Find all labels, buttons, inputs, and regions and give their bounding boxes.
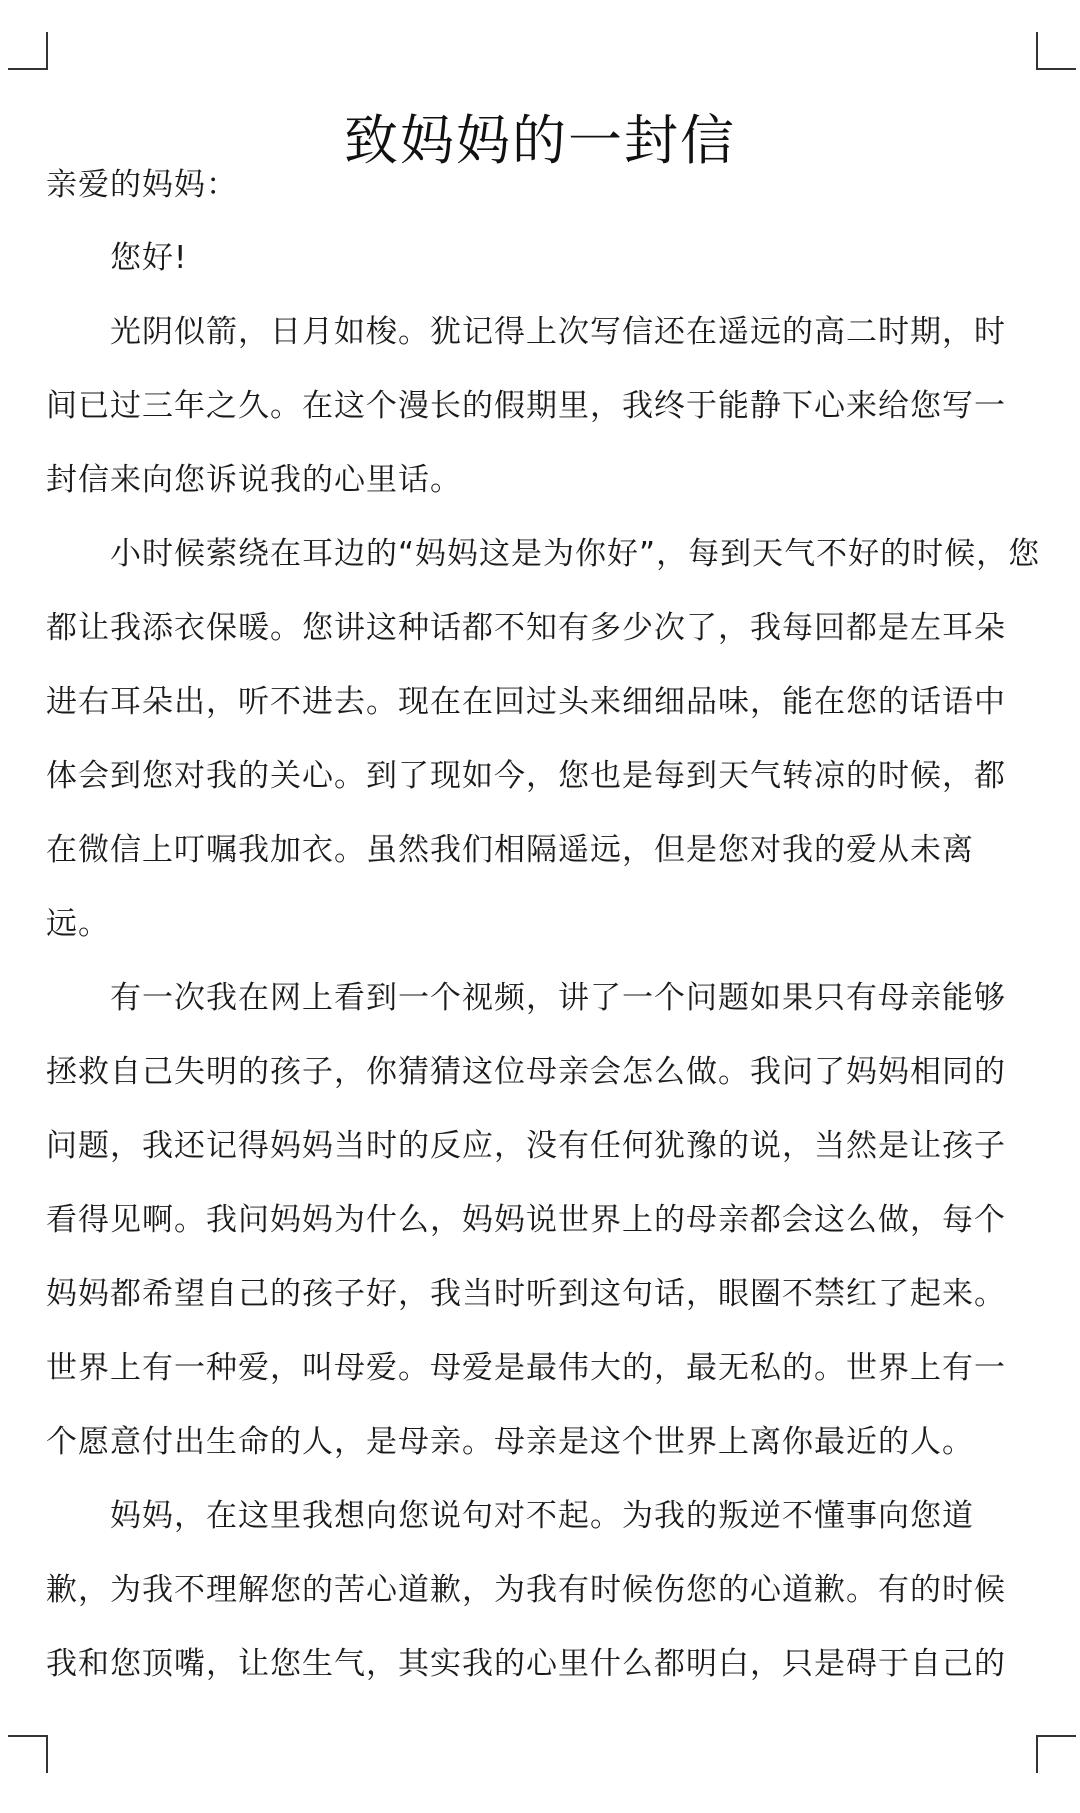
- paragraph-line: 远。: [46, 906, 110, 942]
- crop-mark-top-right: [1036, 32, 1076, 70]
- letter-title: 致妈妈的一封信: [344, 109, 736, 173]
- paragraph-line: 歉，为我不理解您的苦心道歉，为我有时候伤您的心道歉。有的时候: [46, 1572, 1006, 1608]
- paragraph-line: 小时候萦绕在耳边的“妈妈这是为你好”，每到天气不好的时候，您: [110, 536, 1041, 572]
- crop-mark-bottom-right: [1036, 1735, 1076, 1773]
- paragraph-line: 在微信上叮嘱我加衣。虽然我们相隔遥远，但是您对我的爱从未离: [46, 832, 974, 868]
- paragraph-line: 看得见啊。我问妈妈为什么，妈妈说世界上的母亲都会这么做，每个: [46, 1202, 1006, 1238]
- paragraph-line: 进右耳朵出，听不进去。现在在回过头来细细品味，能在您的话语中: [46, 684, 1006, 720]
- paragraph-line: 个愿意付出生命的人，是母亲。母亲是这个世界上离你最近的人。: [46, 1424, 974, 1460]
- paragraph-line: 拯救自己失明的孩子，你猜猜这位母亲会怎么做。我问了妈妈相同的: [46, 1054, 1006, 1090]
- paragraph-line: 妈妈，在这里我想向您说句对不起。为我的叛逆不懂事向您道: [110, 1498, 974, 1534]
- paragraph-line: 有一次我在网上看到一个视频，讲了一个问题如果只有母亲能够: [110, 980, 1006, 1016]
- salutation: 亲爱的妈妈：: [46, 167, 238, 203]
- paragraph-line: 妈妈都希望自己的孩子好，我当时听到这句话，眼圈不禁红了起来。: [46, 1276, 1006, 1312]
- paragraph-line: 都让我添衣保暖。您讲这种话都不知有多少次了，我每回都是左耳朵: [46, 610, 1006, 646]
- greeting: 您好!: [110, 240, 188, 276]
- crop-mark-bottom-left: [8, 1735, 48, 1773]
- paragraph-line: 我和您顶嘴，让您生气，其实我的心里什么都明白，只是碍于自己的: [46, 1646, 1006, 1682]
- crop-mark-top-left: [8, 32, 48, 70]
- paragraph-line: 光阴似箭，日月如梭。犹记得上次写信还在遥远的高二时期，时: [110, 314, 1006, 350]
- paragraph-line: 间已过三年之久。在这个漫长的假期里，我终于能静下心来给您写一: [46, 388, 1006, 424]
- paragraph-line: 封信来向您诉说我的心里话。: [46, 462, 462, 498]
- paragraph-line: 体会到您对我的关心。到了现如今，您也是每到天气转凉的时候，都: [46, 758, 1006, 794]
- paragraph-line: 问题，我还记得妈妈当时的反应，没有任何犹豫的说，当然是让孩子: [46, 1128, 1006, 1164]
- paragraph-line: 世界上有一种爱，叫母爱。母爱是最伟大的，最无私的。世界上有一: [46, 1350, 1006, 1386]
